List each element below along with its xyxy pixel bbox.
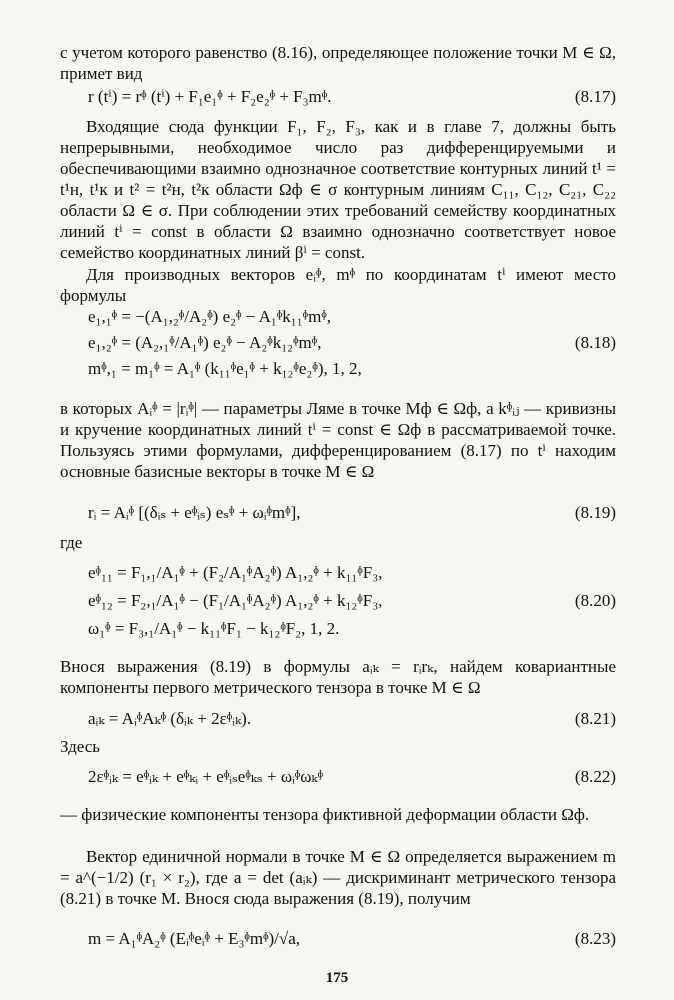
page-number: 175: [325, 970, 349, 986]
equation-number: (8.23): [574, 929, 616, 948]
equation-8-22: [88, 766, 616, 788]
equation-formula: eᶲ₁₂ = F₂,₁/A₁ᶲ − (F₁/A₁ᶲA₂ᶲ) A₁,₂ᶲ + k₁₂ᶲF₃,: [88, 591, 383, 610]
equation-number: (8.19): [574, 503, 616, 522]
equation-number: (8.22): [574, 767, 616, 786]
equation-number: (8.20): [574, 591, 616, 610]
equation-formula: mᶲ,₁ = m₁ᶲ = A₁ᶲ (k₁₁ᶲe₁ᶲ + k₁₂ᶲe₂ᶲ), 1, 2,: [88, 359, 362, 378]
equation-number: (8.18): [574, 333, 616, 352]
label-where: где: [60, 533, 83, 552]
equation-8-21: [88, 708, 616, 730]
equation-formula: m = A₁ᶲA₂ᶲ (Eᵢᶲeᵢᶲ + E₃ᶲmᶲ)/√a,: [88, 929, 301, 948]
equation-formula: e₁,₂ᶲ = (A₂,₁ᶲ/A₁ᶲ) e₂ᶲ − A₂ᶲk₁₂ᶲmᶲ,: [88, 333, 322, 352]
equation-8-23: [88, 928, 616, 950]
equation-8-19: [88, 502, 616, 524]
equation-formula: aᵢₖ = AᵢᶲAₖᶲ (δᵢₖ + 2εᶲᵢₖ).: [88, 709, 252, 728]
equation-formula: eᶲ₁₁ = F₁,₁/A₁ᶲ + (F₂/A₁ᶲA₂ᶲ) A₁,₂ᶲ + k₁₁ᶲF₃,: [88, 563, 383, 582]
equation-8-20-line-2: [88, 590, 616, 612]
equation-8-17: [88, 86, 616, 108]
equation-8-20-line-1: [88, 562, 616, 584]
equation-8-20-line-3: [88, 618, 616, 640]
equation-8-18-line-1: [88, 306, 616, 328]
equation-formula: rᵢ = Aᵢᶲ [(δᵢₛ + eᶲᵢₛ) eₛᶲ + ωᵢᶲmᶲ],: [88, 503, 301, 522]
paragraph-covariant: Внося выражения (8.19) в формулы aᵢₖ = rᵢrₖ, найдем ковариантные компоненты первого метрического тензора в точке M ∈ Ω: [60, 657, 616, 697]
label-here: Здесь: [60, 737, 101, 756]
equation-number: (8.21): [574, 709, 616, 728]
equation-8-18-line-3: [88, 358, 616, 380]
equation-formula: 2εᶲᵢₖ = eᶲᵢₖ + eᶲₖᵢ + eᶲᵢₛeᶲₖₛ + ωᵢᶲωₖᶲ: [88, 767, 324, 786]
equation-formula: e₁,₁ᶲ = −(A₁,₂ᶲ/A₂ᶲ) e₂ᶲ − A₁ᶲk₁₁ᶲmᶲ,: [88, 307, 332, 326]
paragraph-physical-components: — физические компоненты тензора фиктивной деформации области Ωф.: [60, 805, 590, 824]
equation-8-18-line-2: [88, 332, 616, 354]
paragraph-lame: в которых Aᵢᶲ = |rᵢᶲ| — параметры Ляме в точке Mф ∈ Ωф, a kᶲᵢⱼ — кривизны и кручение координатных линий tⁱ = const ∈ Ωф в рассматриваемой точке. Пользуясь этими формулами, дифференцированием (8.17) по tⁱ находим основные базисные векторы в точке M ∈ Ω: [60, 399, 616, 481]
equation-formula: ω₁ᶲ = F₃,₁/A₁ᶲ − k₁₁ᶲF₁ − k₁₂ᶲF₂, 1, 2.: [88, 619, 340, 638]
paragraph-functions: Входящие сюда функции F₁, F₂, F₃, как и в главе 7, должны быть непрерывными, необходимое число раз дифференцируемыми и обеспечивающими взаимно однозначное соответствие контурных линий t¹ = t¹н, t¹к и t² = t²н, t²к области Ωф ∈ σ контурным линиям C₁₁, C₁₂, C₂₁, C₂₂ области Ω ∈ σ. При соблюдении этих требований семейству координатных линий tⁱ = const в области Ω взаимно однозначно соответствует новое семейство координатных линий βⁱ = const.: [60, 117, 616, 262]
equation-number: (8.17): [574, 87, 616, 106]
equation-formula: r (tⁱ) = rᶲ (tⁱ) + F₁e₁ᶲ + F₂e₂ᶲ + F₃mᶲ.: [88, 87, 332, 106]
paragraph-derivatives: Для производных векторов eᵢᶲ, mᶲ по координатам tⁱ имеют место формулы: [60, 265, 616, 305]
paragraph-intro: с учетом которого равенство (8.16), определяющее положение точки M ∈ Ω, примет вид: [60, 43, 616, 83]
paragraph-normal-vector: Вектор единичной нормали в точке M ∈ Ω определяется выражением m = a^(−1/2) (r₁ × r₂), где a = det (aᵢₖ) — дискриминант метрического тензора (8.21) в точке M. Внося сюда выражения (8.19), получим: [60, 847, 616, 908]
